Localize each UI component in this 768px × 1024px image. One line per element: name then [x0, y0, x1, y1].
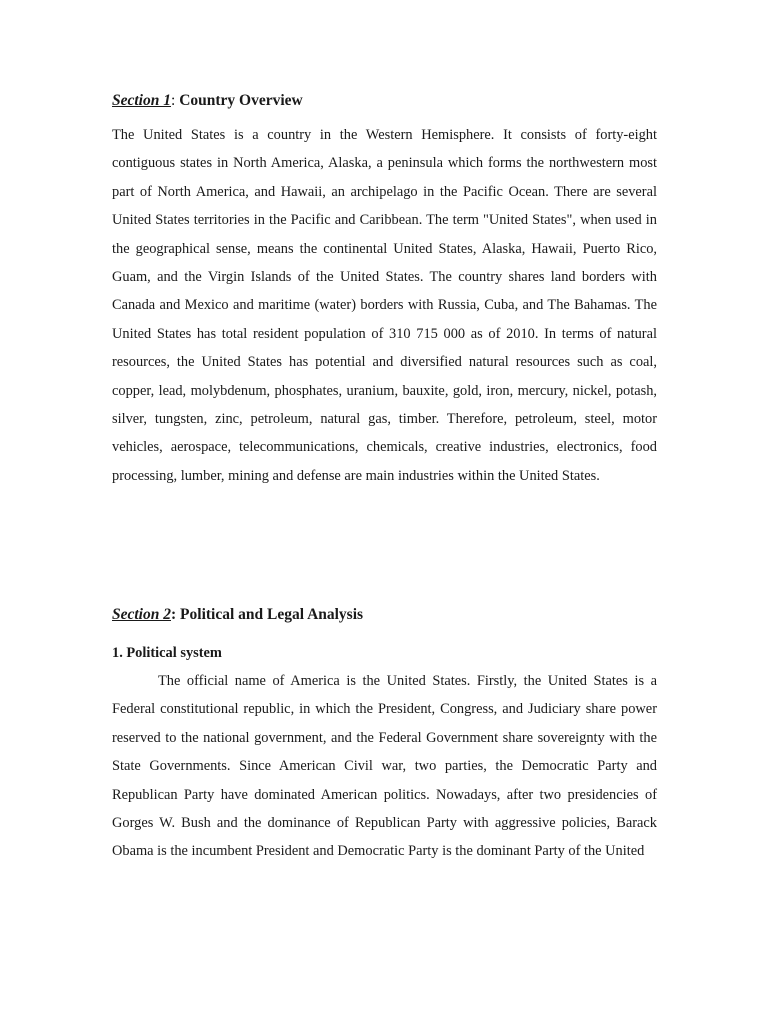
subsection-political-system-heading: 1. Political system: [112, 645, 222, 661]
section-1-separator: :: [171, 92, 176, 109]
section-1-paragraph: The United States is a country in the Western Hemisphere. It consists of forty-eight contiguous states in North America, Alaska, a peninsula which forms the northwestern most part of North America, and Hawaii, an archipelago in the Pacific Ocean. There are several United States territories in the Pacific and Caribbean. The term "United States", when used in the geographical sense, means the continental United States, Alaska, Hawaii, Puerto Rico, Guam, and the Virgin Islands of the United States. The country shares land borders with Canada and Mexico and maritime (water) borders with Russia, Cuba, and The Bahamas. The United States has total resident population of 310 715 000 as of 2010. In terms of natural resources, the United States has potential and diversified natural resources such as coal, copper, lead, molybdenum, phosphates, uranium, bauxite, gold, iron, mercury, nickel, potash, silver, tungsten, zinc, petroleum, natural gas, timber. Therefore, petroleum, steel, motor vehicles, aerospace, telecommunications, chemicals, creative industries, electronics, food processing, lumber, mining and defense are main industries within the United States.: [112, 127, 657, 484]
section-2-title: Political and Legal Analysis: [180, 606, 364, 623]
political-system-paragraph: The official name of America is the United States. Firstly, the United States is a Federal constitutional republic, in which the President, Congress, and Judiciary share power reserved to the national government, and the Federal Government share sovereignty with the State Governments. Since American Civil war, two parties, the Democratic Party and Republican Party have dominated American politics. Nowadays, after two presidencies of Gorges W. Bush and the dominance of Republican Party with aggressive policies, Barack Obama is the incumbent President and Democratic Party is the dominant Party of the United: [112, 673, 657, 860]
section-2-separator: :: [171, 606, 177, 623]
section-2-heading: [112, 606, 363, 624]
section-1-number: Section 1: [112, 92, 171, 109]
section-1-heading: [112, 92, 303, 110]
section-1-title: Country Overview: [179, 92, 303, 109]
section-2-number: Section 2: [112, 606, 171, 623]
